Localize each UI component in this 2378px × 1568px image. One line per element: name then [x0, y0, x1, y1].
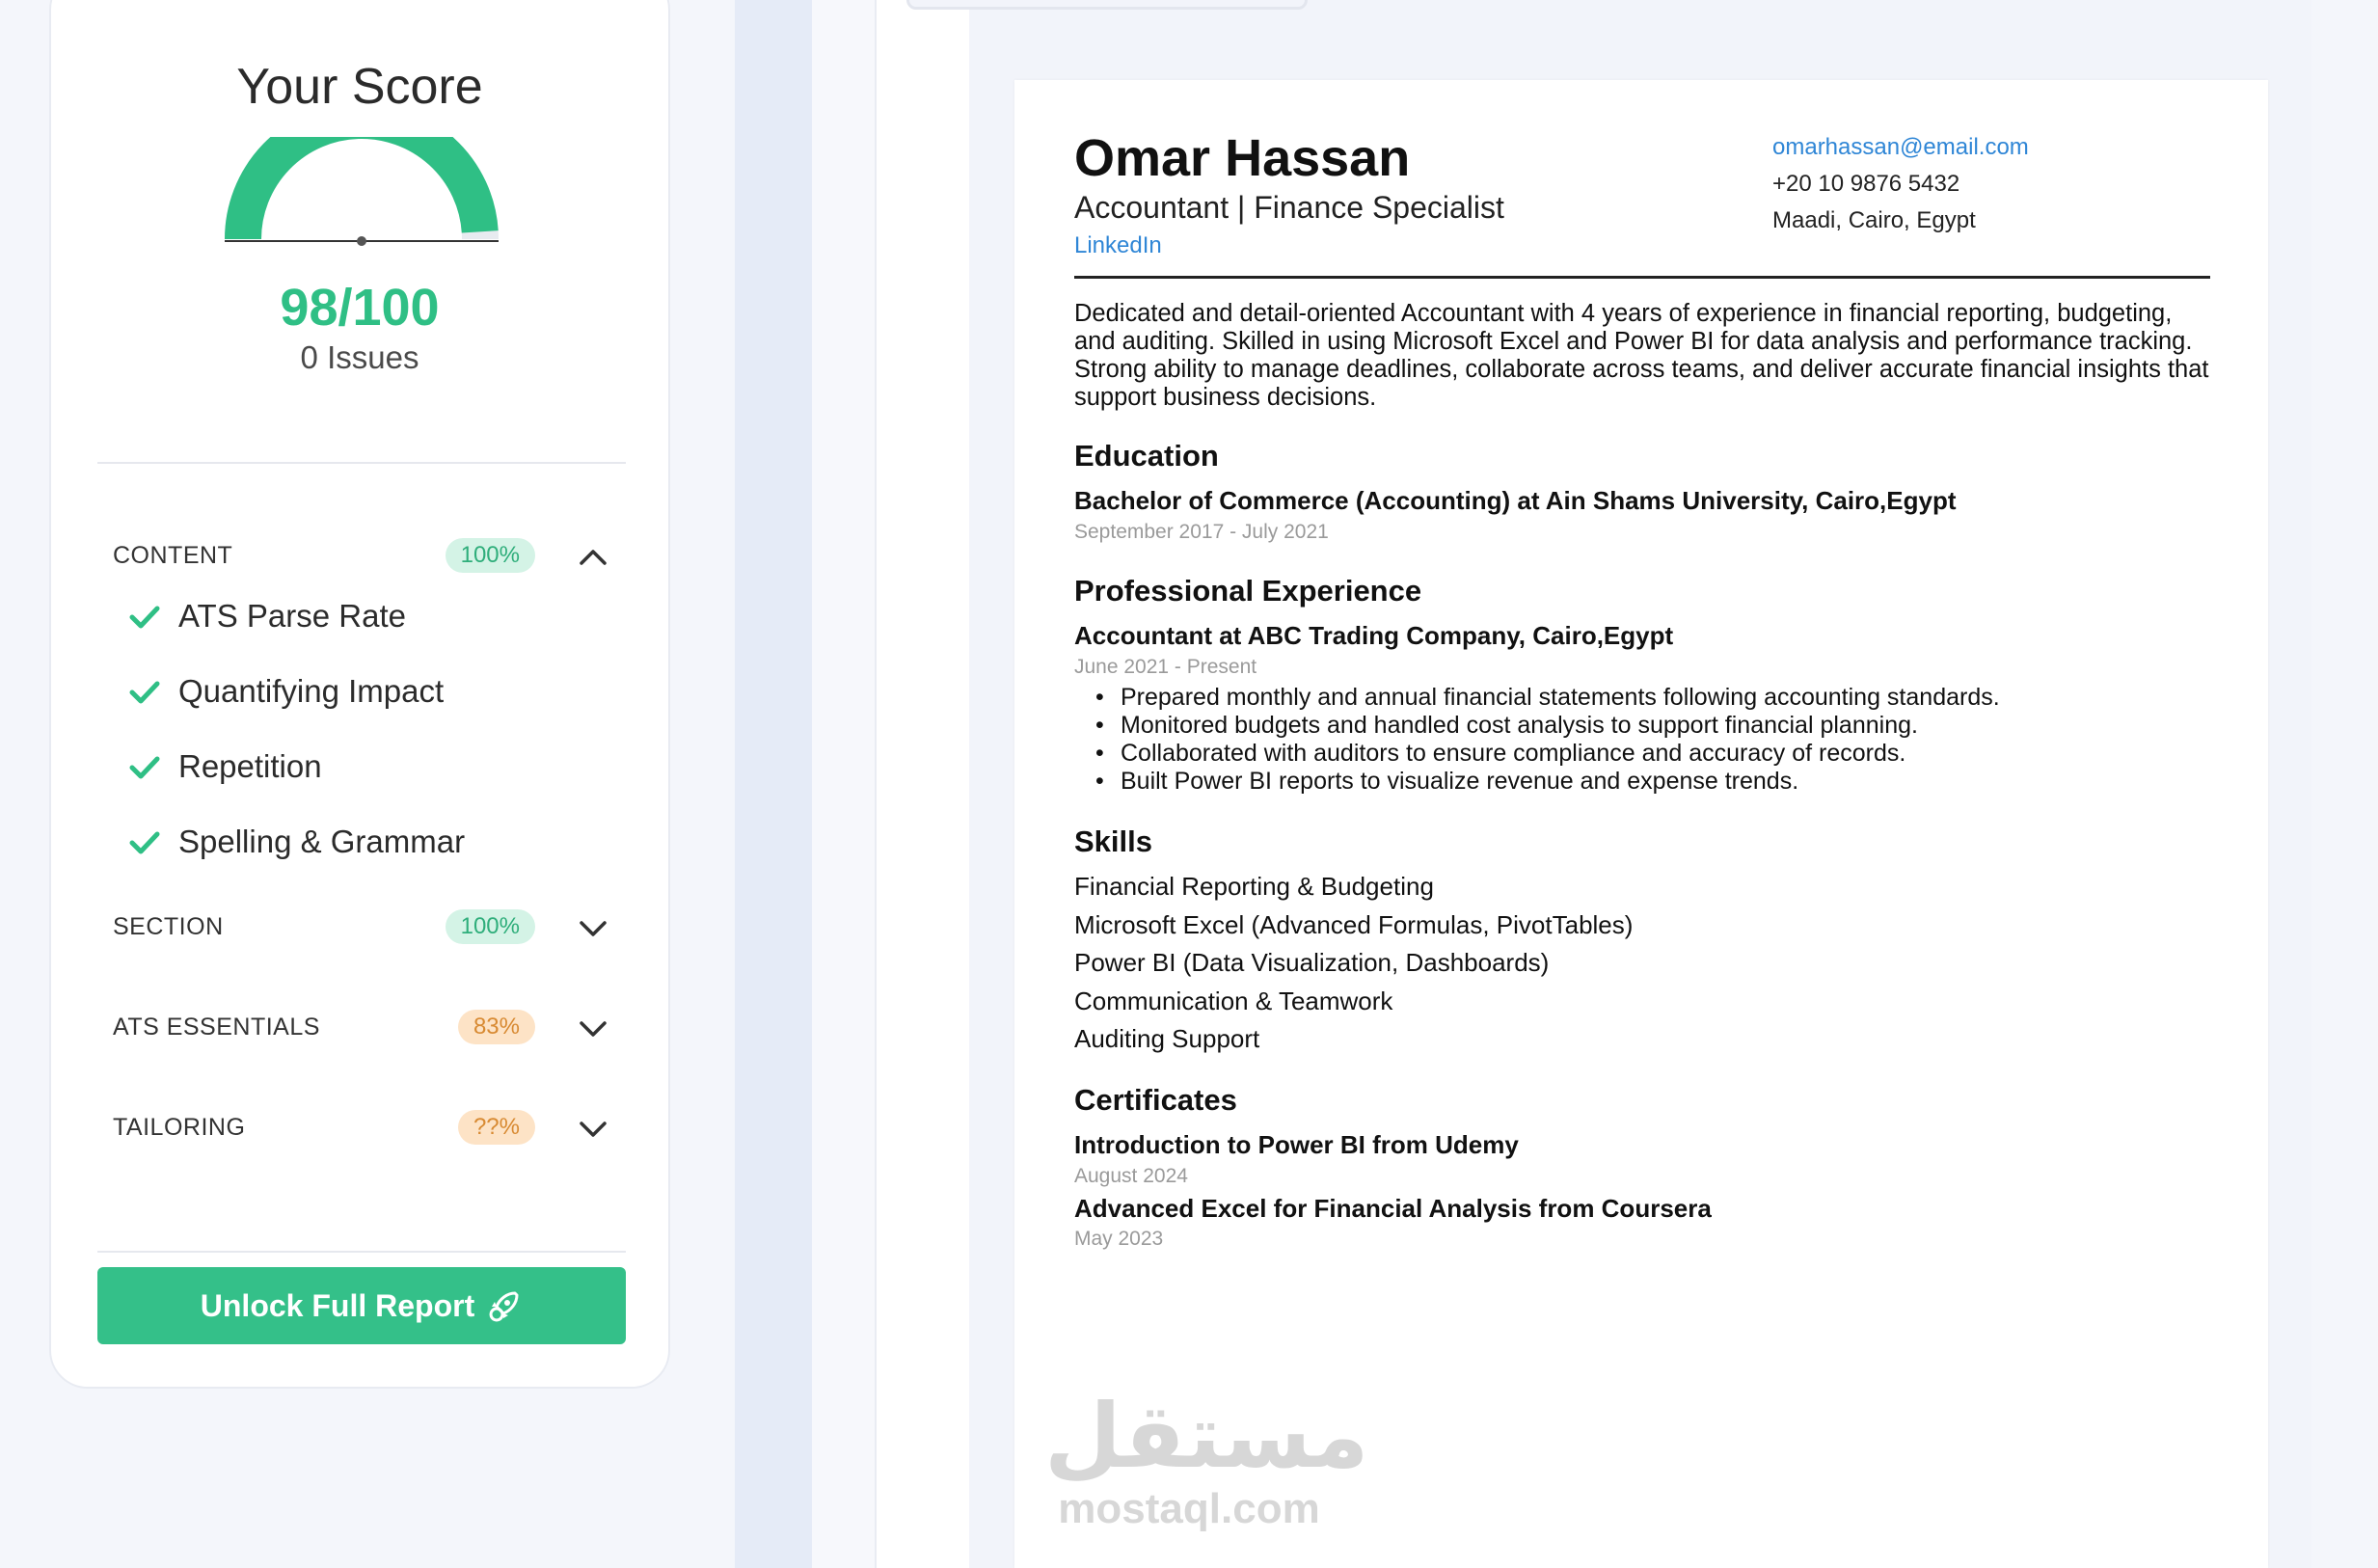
- resume-page: [1014, 80, 2268, 1568]
- skill-item: Communication & Teamwork: [1074, 987, 1393, 1015]
- check-icon: [128, 604, 161, 631]
- category-percent-badge: 100%: [446, 909, 535, 944]
- education-date: September 2017 - July 2021: [1074, 521, 1329, 543]
- chevron-down-icon[interactable]: [572, 1110, 614, 1149]
- category-ats-essentials[interactable]: [113, 1006, 614, 1054]
- viewer-toolbar[interactable]: [906, 0, 1308, 10]
- watermark-arabic: مستقل: [1044, 1385, 1369, 1488]
- experience-heading: Professional Experience: [1074, 574, 1422, 608]
- skill-item: Microsoft Excel (Advanced Formulas, PivotTables): [1074, 910, 1634, 939]
- experience-date: June 2021 - Present: [1074, 656, 1257, 678]
- score-divider: [97, 462, 626, 464]
- category-content[interactable]: [113, 534, 614, 582]
- check-item-label: Spelling & Grammar: [178, 824, 466, 859]
- score-gauge: [225, 137, 499, 253]
- gauge-fill: [243, 137, 480, 239]
- check-icon: [128, 829, 161, 856]
- email-link[interactable]: omarhassan@email.com: [1772, 134, 2029, 160]
- chevron-down-icon[interactable]: [572, 1010, 614, 1048]
- mostaql-watermark-logo: [1044, 1385, 1369, 1533]
- issues-count: 0 Issues: [300, 339, 419, 375]
- category-section[interactable]: [113, 906, 614, 954]
- check-item-label: Repetition: [178, 748, 322, 784]
- check-item-label: Quantifying Impact: [178, 673, 445, 709]
- watermark-latin: mostaql.com: [1058, 1485, 1320, 1532]
- unlock-button-label: Unlock Full Report: [200, 1287, 475, 1323]
- list-item: • Built Power BI reports to visualize revenue and expense trends.: [1090, 768, 2000, 796]
- score-card: [49, 0, 670, 1389]
- skill-item: Power BI (Data Visualization, Dashboards): [1074, 948, 1550, 977]
- check-item-label: ATS Parse Rate: [178, 598, 406, 634]
- unlock-full-report-button[interactable]: [97, 1267, 626, 1344]
- category-percent-badge: 100%: [446, 538, 535, 573]
- gauge-needle-pivot: [357, 236, 366, 246]
- header-rule: [1074, 276, 2210, 279]
- resume-name: Omar Hassan: [1074, 129, 1411, 187]
- skill-item: Auditing Support: [1074, 1024, 1260, 1053]
- skills-heading: Skills: [1074, 825, 1152, 858]
- rocket-icon: [486, 1287, 523, 1324]
- check-icon: [128, 679, 161, 706]
- location: Maadi, Cairo, Egypt: [1772, 207, 1976, 233]
- category-percent-badge: 83%: [458, 1010, 535, 1044]
- chevron-down-icon[interactable]: [572, 909, 614, 948]
- resume-title: Accountant | Finance Specialist: [1074, 190, 1504, 225]
- category-label: SECTION: [113, 913, 224, 940]
- category-label: TAILORING: [113, 1114, 246, 1141]
- category-label: CONTENT: [113, 542, 233, 569]
- list-item: • Collaborated with auditors to ensure compliance and accuracy of records.: [1090, 740, 2000, 768]
- experience-bullets: [1090, 684, 2000, 796]
- chevron-up-icon[interactable]: [572, 538, 614, 577]
- certificate-date: August 2024: [1074, 1165, 1188, 1187]
- education-entry: Bachelor of Commerce (Accounting) at Ain Shams University, Cairo,Egypt: [1074, 486, 1957, 515]
- score-value: 98/100: [280, 279, 440, 337]
- education-heading: Education: [1074, 439, 1219, 473]
- category-label: ATS ESSENTIALS: [113, 1014, 320, 1041]
- certificate-date: May 2023: [1074, 1228, 1164, 1250]
- check-icon: [128, 754, 161, 781]
- phone-number: +20 10 9876 5432: [1772, 171, 1960, 197]
- certificate-name: Advanced Excel for Financial Analysis from Coursera: [1074, 1194, 1712, 1223]
- experience-entry: Accountant at ABC Trading Company, Cairo,Egypt: [1074, 621, 1674, 650]
- sidebar-divider-strip: [735, 0, 812, 1568]
- card-footer-divider: [97, 1251, 626, 1253]
- certificate-name: Introduction to Power BI from Udemy: [1074, 1130, 1519, 1159]
- viewer-gutter: [812, 0, 875, 1568]
- linkedin-link[interactable]: LinkedIn: [1074, 232, 1162, 258]
- category-tailoring[interactable]: [113, 1106, 614, 1154]
- viewer-right-edge: [2311, 0, 2378, 1568]
- list-item: • Prepared monthly and annual financial statements following accounting standards.: [1090, 684, 2000, 712]
- score-title: Your Score: [236, 59, 483, 115]
- certificates-heading: Certificates: [1074, 1083, 1237, 1117]
- resume-summary: Dedicated and detail-oriented Accountant with 4 years of experience in financial reporting, budgeting, and auditing. Skilled in using Microsoft Excel and Power BI for data analysis and performance tracking. Strong ability to manage deadlines, collaborate across teams, and deliver accurate financial insights that support business decisions.: [1074, 300, 2209, 411]
- category-percent-badge: ??%: [458, 1110, 535, 1145]
- list-item: • Monitored budgets and handled cost analysis to support financial planning.: [1090, 712, 2000, 740]
- skill-item: Financial Reporting & Budgeting: [1074, 872, 1434, 901]
